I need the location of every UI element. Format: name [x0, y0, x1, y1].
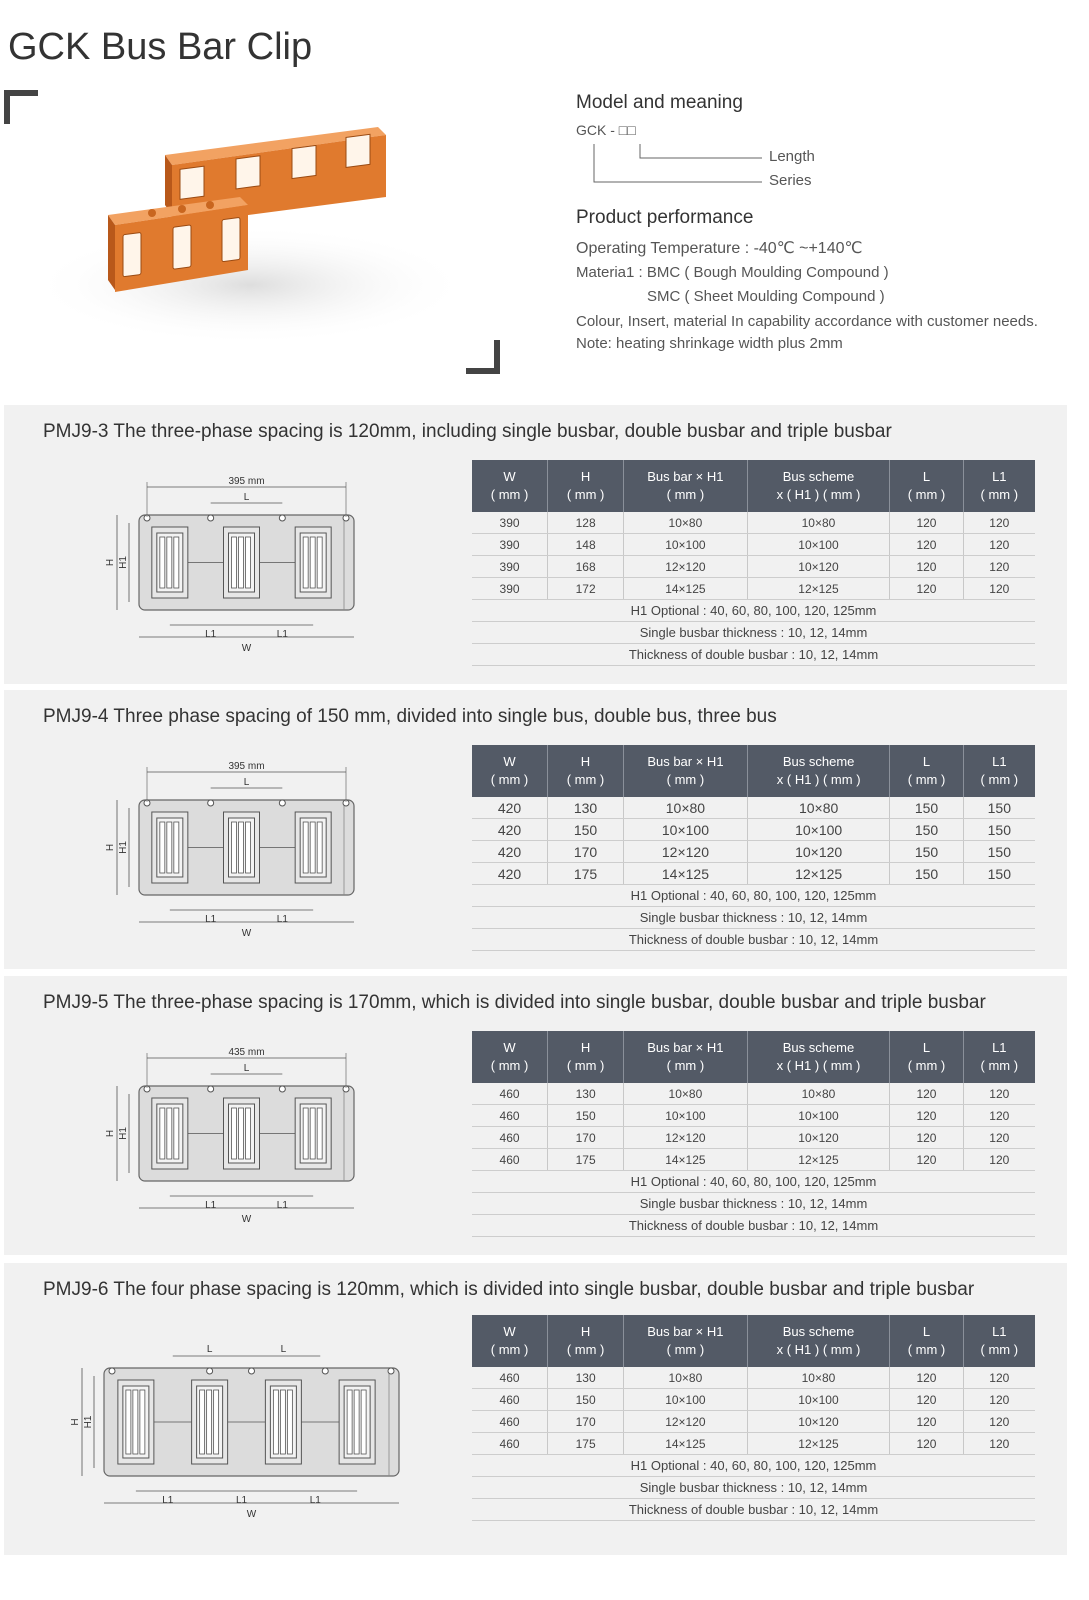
column-header-name: L	[922, 1324, 931, 1339]
table-cell: 12×120	[624, 1127, 747, 1149]
column-header-name: L	[922, 1040, 931, 1055]
dimension-l-label: L	[243, 777, 250, 788]
column-header-name: W	[503, 1324, 516, 1339]
bus-bar-clip-illustration	[0, 85, 520, 385]
table-cell: 120	[963, 1105, 1035, 1127]
table-cell: 12×125	[747, 863, 890, 885]
column-header-unit: ( mm )	[666, 487, 705, 502]
table-note: Thickness of double busbar : 10, 12, 14mm	[472, 929, 1035, 951]
spec-table	[472, 460, 1035, 666]
table-cell: 148	[548, 534, 624, 556]
column-header-unit: ( mm )	[980, 1058, 1019, 1073]
table-cell: 460	[472, 1367, 548, 1389]
column-header-unit: ( mm )	[490, 1342, 529, 1357]
table-cell: 175	[548, 863, 624, 885]
table-cell: 120	[890, 1149, 963, 1171]
table-cell: 10×100	[747, 534, 890, 556]
performance-line-smc: SMC ( Sheet Moulding Compound )	[647, 288, 885, 305]
table-cell: 130	[548, 1367, 624, 1389]
column-header-name: Bus scheme	[782, 1040, 855, 1055]
model-heading: Model and meaning	[576, 92, 743, 113]
table-cell: 14×125	[624, 1149, 747, 1171]
spec-table	[472, 1315, 1035, 1521]
dimension-label: 435 mm	[228, 1047, 265, 1058]
table-cell: 12×120	[624, 841, 748, 863]
table-cell: 390	[472, 556, 548, 578]
table-cell: 10×100	[624, 1105, 747, 1127]
spec-section	[4, 976, 1067, 1255]
dimension-h1-label: H1	[118, 1127, 129, 1140]
column-header	[963, 745, 1035, 797]
table-row	[472, 1367, 1035, 1389]
table-cell: 10×120	[747, 556, 890, 578]
table-row	[472, 1083, 1035, 1105]
table-cell: 150	[963, 797, 1035, 819]
column-header	[747, 460, 890, 512]
column-header	[548, 745, 624, 797]
table-cell: 460	[472, 1105, 548, 1127]
model-code-diagram	[576, 122, 836, 202]
table-note-row	[472, 1455, 1035, 1477]
dimension-h-label: H	[70, 1418, 81, 1426]
length-label: Length	[769, 148, 815, 165]
table-cell: 14×125	[624, 1433, 747, 1455]
table-cell: 10×100	[624, 534, 747, 556]
table-row	[472, 1433, 1035, 1455]
table-cell: 10×80	[747, 1367, 890, 1389]
column-header-name: L1	[992, 469, 1007, 484]
dimension-h1-label: H1	[118, 556, 129, 569]
column-header	[472, 745, 548, 797]
table-cell: 10×120	[747, 1411, 890, 1433]
column-header-unit: ( mm )	[980, 772, 1019, 787]
table-row	[472, 863, 1035, 885]
column-header-name: H	[580, 469, 591, 484]
column-header-unit: ( mm )	[907, 772, 946, 787]
column-header-unit: x ( H1 ) ( mm )	[776, 1342, 861, 1357]
table-cell: 120	[963, 1127, 1035, 1149]
technical-drawing	[99, 475, 499, 675]
column-header-unit: ( mm )	[980, 487, 1019, 502]
column-header-name: Bus scheme	[782, 1324, 855, 1339]
table-cell: 420	[472, 797, 548, 819]
column-header	[747, 1315, 890, 1367]
table-cell: 170	[548, 1127, 624, 1149]
table-cell: 128	[548, 512, 624, 534]
table-cell: 460	[472, 1149, 548, 1171]
table-cell: 120	[963, 1367, 1035, 1389]
table-cell: 10×80	[624, 1083, 747, 1105]
dimension-w-label: W	[246, 1509, 257, 1520]
column-header	[624, 1031, 747, 1083]
table-cell: 120	[963, 1389, 1035, 1411]
table-note: H1 Optional : 40, 60, 80, 100, 120, 125mm	[472, 1455, 1035, 1477]
table-cell: 150	[890, 819, 963, 841]
table-cell: 390	[472, 534, 548, 556]
table-header-row	[472, 460, 1035, 512]
column-header-name: L1	[992, 1040, 1007, 1055]
column-header	[890, 460, 963, 512]
table-header-row	[472, 1315, 1035, 1367]
performance-line-material: Materia1 : BMC ( Bough Moulding Compound )	[576, 264, 889, 281]
table-note: Single busbar thickness : 10, 12, 14mm	[472, 1193, 1035, 1215]
column-header	[472, 460, 548, 512]
table-cell: 120	[890, 1083, 963, 1105]
dimension-w-label: W	[241, 1214, 252, 1225]
table-cell: 460	[472, 1083, 548, 1105]
technical-drawing	[99, 1046, 499, 1246]
table-note: H1 Optional : 40, 60, 80, 100, 120, 125mm	[472, 600, 1035, 622]
spec-section	[4, 690, 1067, 969]
table-cell: 130	[548, 1083, 624, 1105]
section-title: PMJ9-3 The three-phase spacing is 120mm, including single busbar, double busbar and triple busbar	[43, 421, 892, 442]
column-header-unit: ( mm )	[566, 772, 605, 787]
column-header-unit: ( mm )	[666, 1058, 705, 1073]
table-note-row	[472, 1193, 1035, 1215]
column-header	[472, 1031, 548, 1083]
dimension-l1-label: L1	[276, 629, 288, 640]
table-cell: 175	[548, 1433, 624, 1455]
dimension-l1-label: L1	[235, 1495, 248, 1506]
table-cell: 172	[548, 578, 624, 600]
column-header-name: W	[503, 469, 516, 484]
column-header-name: L	[922, 754, 931, 769]
table-cell: 120	[963, 1149, 1035, 1171]
table-cell: 10×80	[624, 797, 748, 819]
table-note-row	[472, 885, 1035, 907]
column-header-name: H	[580, 1040, 591, 1055]
table-row	[472, 578, 1035, 600]
column-header-unit: ( mm )	[490, 487, 529, 502]
table-cell: 12×120	[624, 556, 747, 578]
column-header-name: Bus bar × H1	[647, 754, 724, 769]
column-header	[548, 460, 624, 512]
column-header-name: W	[503, 1040, 516, 1055]
dimension-l-label: L	[243, 1063, 250, 1074]
table-cell: 170	[548, 841, 624, 863]
table-cell: 120	[890, 1127, 963, 1149]
table-note: H1 Optional : 40, 60, 80, 100, 120, 125mm	[472, 1171, 1035, 1193]
table-note: H1 Optional : 40, 60, 80, 100, 120, 125mm	[472, 885, 1035, 907]
column-header-unit: ( mm )	[907, 487, 946, 502]
dimension-h1-label: H1	[118, 841, 129, 854]
table-row	[472, 512, 1035, 534]
column-header-name: Bus bar × H1	[647, 469, 724, 484]
performance-line-temperature: Operating Temperature : -40℃ ~+140℃	[576, 240, 863, 257]
table-cell: 150	[890, 841, 963, 863]
dimension-l1-label: L1	[309, 1495, 321, 1506]
technical-drawing	[99, 760, 499, 960]
table-cell: 168	[548, 556, 624, 578]
table-cell: 12×125	[747, 1149, 890, 1171]
table-row	[472, 1105, 1035, 1127]
column-header	[890, 1031, 963, 1083]
column-header-unit: ( mm )	[666, 772, 705, 787]
spec-table	[472, 745, 1035, 951]
spec-section	[4, 405, 1067, 684]
column-header	[963, 1315, 1035, 1367]
table-row	[472, 819, 1035, 841]
dimension-l-label: L	[206, 1344, 213, 1355]
table-cell: 390	[472, 578, 548, 600]
column-header-unit: ( mm )	[566, 487, 605, 502]
table-row	[472, 556, 1035, 578]
table-cell: 130	[548, 797, 624, 819]
product-image	[0, 85, 530, 390]
table-cell: 120	[890, 556, 963, 578]
column-header-unit: x ( H1 ) ( mm )	[776, 772, 861, 787]
table-cell: 460	[472, 1127, 548, 1149]
table-note: Thickness of double busbar : 10, 12, 14mm	[472, 1215, 1035, 1237]
section-title: PMJ9-4 Three phase spacing of 150 mm, divided into single bus, double bus, three bus	[43, 706, 777, 727]
table-cell: 10×120	[747, 1127, 890, 1149]
table-cell: 420	[472, 863, 548, 885]
column-header	[963, 460, 1035, 512]
product-info	[576, 92, 1076, 352]
column-header-unit: ( mm )	[566, 1342, 605, 1357]
table-cell: 170	[548, 1411, 624, 1433]
table-cell: 10×80	[747, 1083, 890, 1105]
column-header-name: Bus bar × H1	[647, 1324, 724, 1339]
table-header-row	[472, 745, 1035, 797]
table-note-row	[472, 644, 1035, 666]
table-note: Thickness of double busbar : 10, 12, 14mm	[472, 1499, 1035, 1521]
table-cell: 150	[963, 819, 1035, 841]
table-cell: 14×125	[624, 863, 748, 885]
section-title: PMJ9-6 The four phase spacing is 120mm, which is divided into single busbar, double busbar and triple busbar	[43, 1279, 975, 1300]
table-row	[472, 797, 1035, 819]
table-row	[472, 841, 1035, 863]
table-cell: 120	[890, 1389, 963, 1411]
dimension-w-label: W	[241, 928, 252, 939]
column-header-unit: ( mm )	[490, 772, 529, 787]
column-header-unit: ( mm )	[907, 1058, 946, 1073]
column-header-name: Bus scheme	[782, 754, 855, 769]
table-note-row	[472, 1499, 1035, 1521]
column-header-unit: ( mm )	[907, 1342, 946, 1357]
table-cell: 10×80	[624, 1367, 747, 1389]
model-code: GCK - □□	[576, 122, 636, 138]
spec-table	[472, 1031, 1035, 1237]
table-cell: 120	[963, 534, 1035, 556]
table-note-row	[472, 1171, 1035, 1193]
table-cell: 120	[890, 512, 963, 534]
column-header-name: H	[580, 1324, 591, 1339]
table-cell: 390	[472, 512, 548, 534]
table-cell: 12×125	[747, 1433, 890, 1455]
dimension-l1-label: L1	[205, 914, 217, 925]
table-cell: 150	[548, 1105, 624, 1127]
table-note-row	[472, 1215, 1035, 1237]
dimension-h1-label: H1	[83, 1415, 94, 1429]
table-cell: 420	[472, 819, 548, 841]
column-header-name: Bus scheme	[782, 469, 855, 484]
dimension-w-label: W	[241, 643, 252, 654]
column-header-unit: ( mm )	[566, 1058, 605, 1073]
table-cell: 120	[963, 556, 1035, 578]
table-cell: 460	[472, 1411, 548, 1433]
column-header-unit: ( mm )	[666, 1342, 705, 1357]
column-header-name: Bus bar × H1	[647, 1040, 724, 1055]
dimension-l1-label: L1	[162, 1495, 174, 1506]
column-header-unit: x ( H1 ) ( mm )	[776, 487, 861, 502]
table-cell: 460	[472, 1389, 548, 1411]
technical-drawing	[59, 1328, 459, 1528]
table-cell: 120	[963, 578, 1035, 600]
table-cell: 120	[890, 1105, 963, 1127]
table-cell: 12×120	[624, 1411, 747, 1433]
column-header-name: L1	[992, 1324, 1007, 1339]
table-row	[472, 1149, 1035, 1171]
table-cell: 10×100	[747, 1389, 890, 1411]
table-note-row	[472, 907, 1035, 929]
section-title: PMJ9-5 The three-phase spacing is 170mm, which is divided into single busbar, double busbar and triple busbar	[43, 992, 986, 1013]
table-cell: 10×80	[747, 797, 890, 819]
table-row	[472, 1389, 1035, 1411]
table-cell: 120	[890, 534, 963, 556]
dimension-label: 395 mm	[228, 476, 265, 487]
column-header	[747, 1031, 890, 1083]
dimension-label: 395 mm	[228, 761, 265, 772]
table-cell: 10×80	[624, 512, 747, 534]
table-header-row	[472, 1031, 1035, 1083]
table-note-row	[472, 1477, 1035, 1499]
table-row	[472, 1411, 1035, 1433]
table-cell: 150	[890, 797, 963, 819]
table-cell: 120	[890, 1433, 963, 1455]
table-cell: 10×100	[624, 819, 748, 841]
table-cell: 14×125	[624, 578, 747, 600]
table-cell: 10×100	[624, 1389, 747, 1411]
column-header	[963, 1031, 1035, 1083]
dimension-h-label: H	[105, 558, 116, 567]
dimension-l1-label: L1	[205, 1200, 217, 1211]
column-header	[624, 460, 747, 512]
column-header	[548, 1315, 624, 1367]
column-header	[890, 1315, 963, 1367]
table-cell: 10×100	[747, 1105, 890, 1127]
table-cell: 120	[890, 578, 963, 600]
table-cell: 10×100	[747, 819, 890, 841]
table-note: Single busbar thickness : 10, 12, 14mm	[472, 622, 1035, 644]
dimension-h-label: H	[105, 1129, 116, 1138]
column-header	[624, 1315, 747, 1367]
table-cell: 10×120	[747, 841, 890, 863]
table-note-row	[472, 929, 1035, 951]
column-header-unit: ( mm )	[490, 1058, 529, 1073]
table-note-row	[472, 622, 1035, 644]
table-row	[472, 1127, 1035, 1149]
table-row	[472, 534, 1035, 556]
table-note: Single busbar thickness : 10, 12, 14mm	[472, 1477, 1035, 1499]
page-title: GCK Bus Bar Clip	[8, 26, 313, 68]
table-cell: 120	[963, 512, 1035, 534]
column-header-name: W	[503, 754, 516, 769]
table-cell: 460	[472, 1433, 548, 1455]
series-label: Series	[769, 172, 812, 189]
table-cell: 150	[548, 819, 624, 841]
table-cell: 150	[548, 1389, 624, 1411]
column-header	[747, 745, 890, 797]
table-cell: 12×125	[747, 578, 890, 600]
dimension-h-label: H	[105, 843, 116, 852]
table-cell: 175	[548, 1149, 624, 1171]
dimension-l-label: L	[243, 492, 250, 503]
table-note: Thickness of double busbar : 10, 12, 14mm	[472, 644, 1035, 666]
dimension-l1-label: L1	[205, 629, 217, 640]
table-cell: 120	[963, 1083, 1035, 1105]
column-header-name: L	[922, 469, 931, 484]
column-header-unit: x ( H1 ) ( mm )	[776, 1058, 861, 1073]
table-cell: 420	[472, 841, 548, 863]
column-header	[548, 1031, 624, 1083]
performance-heading: Product performance	[576, 207, 754, 228]
table-cell: 120	[963, 1433, 1035, 1455]
dimension-l1-label: L1	[276, 1200, 288, 1211]
table-note: Single busbar thickness : 10, 12, 14mm	[472, 907, 1035, 929]
column-header-name: H	[580, 754, 591, 769]
table-cell: 120	[890, 1411, 963, 1433]
column-header	[890, 745, 963, 797]
column-header-name: L1	[992, 754, 1007, 769]
column-header	[624, 745, 748, 797]
dimension-l-label: L	[280, 1344, 287, 1355]
table-cell: 10×80	[747, 512, 890, 534]
table-cell: 150	[963, 863, 1035, 885]
column-header-unit: ( mm )	[980, 1342, 1019, 1357]
performance-line-note: Note: heating shrinkage width plus 2mm	[576, 335, 843, 352]
performance-line-colour: Colour, Insert, material In capability accordance with customer needs.	[576, 313, 1038, 330]
table-cell: 120	[963, 1411, 1035, 1433]
table-note-row	[472, 600, 1035, 622]
spec-section	[4, 1263, 1067, 1555]
table-cell: 120	[890, 1367, 963, 1389]
table-cell: 150	[963, 841, 1035, 863]
table-cell: 150	[890, 863, 963, 885]
column-header	[472, 1315, 548, 1367]
dimension-l1-label: L1	[276, 914, 288, 925]
